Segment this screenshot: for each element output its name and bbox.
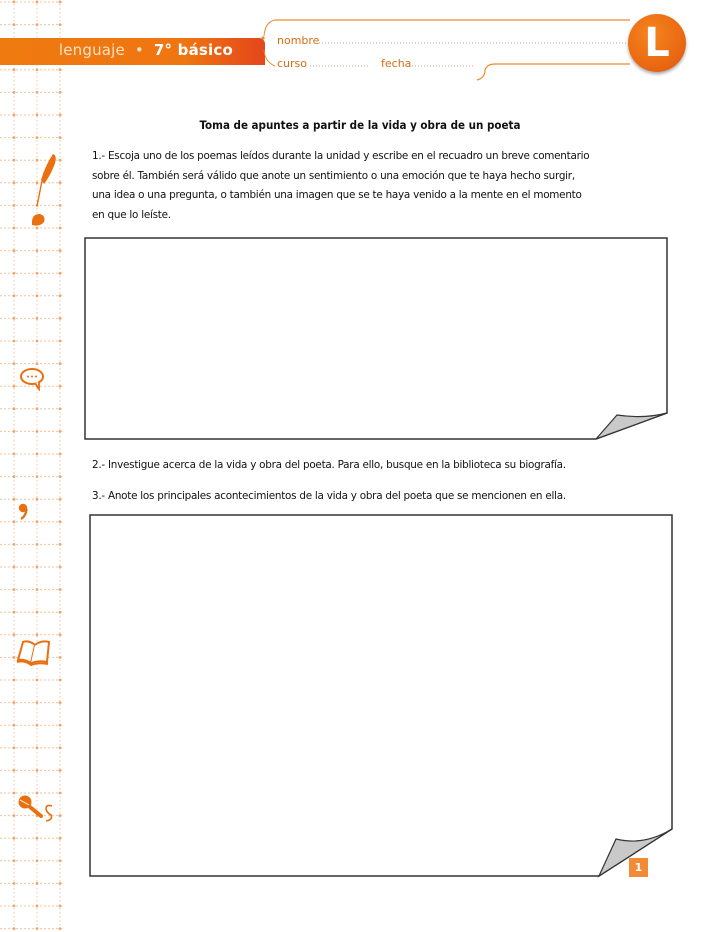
instruction-3: 3.- Anote los principales acontecimientos de la vida y obra del poeta que se mencionen en ella.	[92, 490, 566, 502]
course-label: curso	[277, 57, 308, 70]
subject-title: lenguaje • 7° básico	[58, 41, 233, 59]
quill-pen-icon	[30, 150, 60, 230]
subject-logo: L	[628, 14, 686, 72]
comma-icon	[17, 503, 29, 521]
name-field[interactable]	[319, 34, 631, 47]
date-label: fecha	[381, 57, 412, 70]
microphone-icon	[16, 792, 56, 826]
date-field[interactable]	[412, 57, 474, 70]
course-field[interactable]	[310, 57, 372, 70]
worksheet-title: Toma de apuntes a partir de la vida y obra de un poeta	[199, 118, 521, 132]
answer-box-1[interactable]	[84, 237, 670, 442]
page-number-badge: 1	[629, 858, 648, 877]
speech-bubble-icon	[19, 367, 47, 391]
open-book-icon	[15, 636, 53, 668]
instruction-1	[92, 147, 632, 225]
name-label: nombre	[277, 34, 320, 47]
student-info-frame	[255, 14, 645, 84]
instruction-1-line: 1.- Escoja uno de los poemas leídos durante la unidad y escribe en el recuadro un breve comentario	[92, 150, 590, 162]
instruction-1-line: en que lo leíste.	[92, 208, 171, 221]
instruction-1-line: sobre él. También será válido que anote un sentimiento o una emoción que te haya hecho surgir,	[92, 169, 575, 182]
instruction-2: 2.- Investigue acerca de la vida y obra del poeta. Para ello, busque en la biblioteca su biografía.	[92, 459, 566, 471]
instruction-1-line: una idea o una pregunta, o también una imagen que se te haya venido a la mente en el momento	[92, 189, 582, 201]
subject-banner	[0, 38, 265, 65]
answer-box-2[interactable]	[89, 514, 675, 879]
